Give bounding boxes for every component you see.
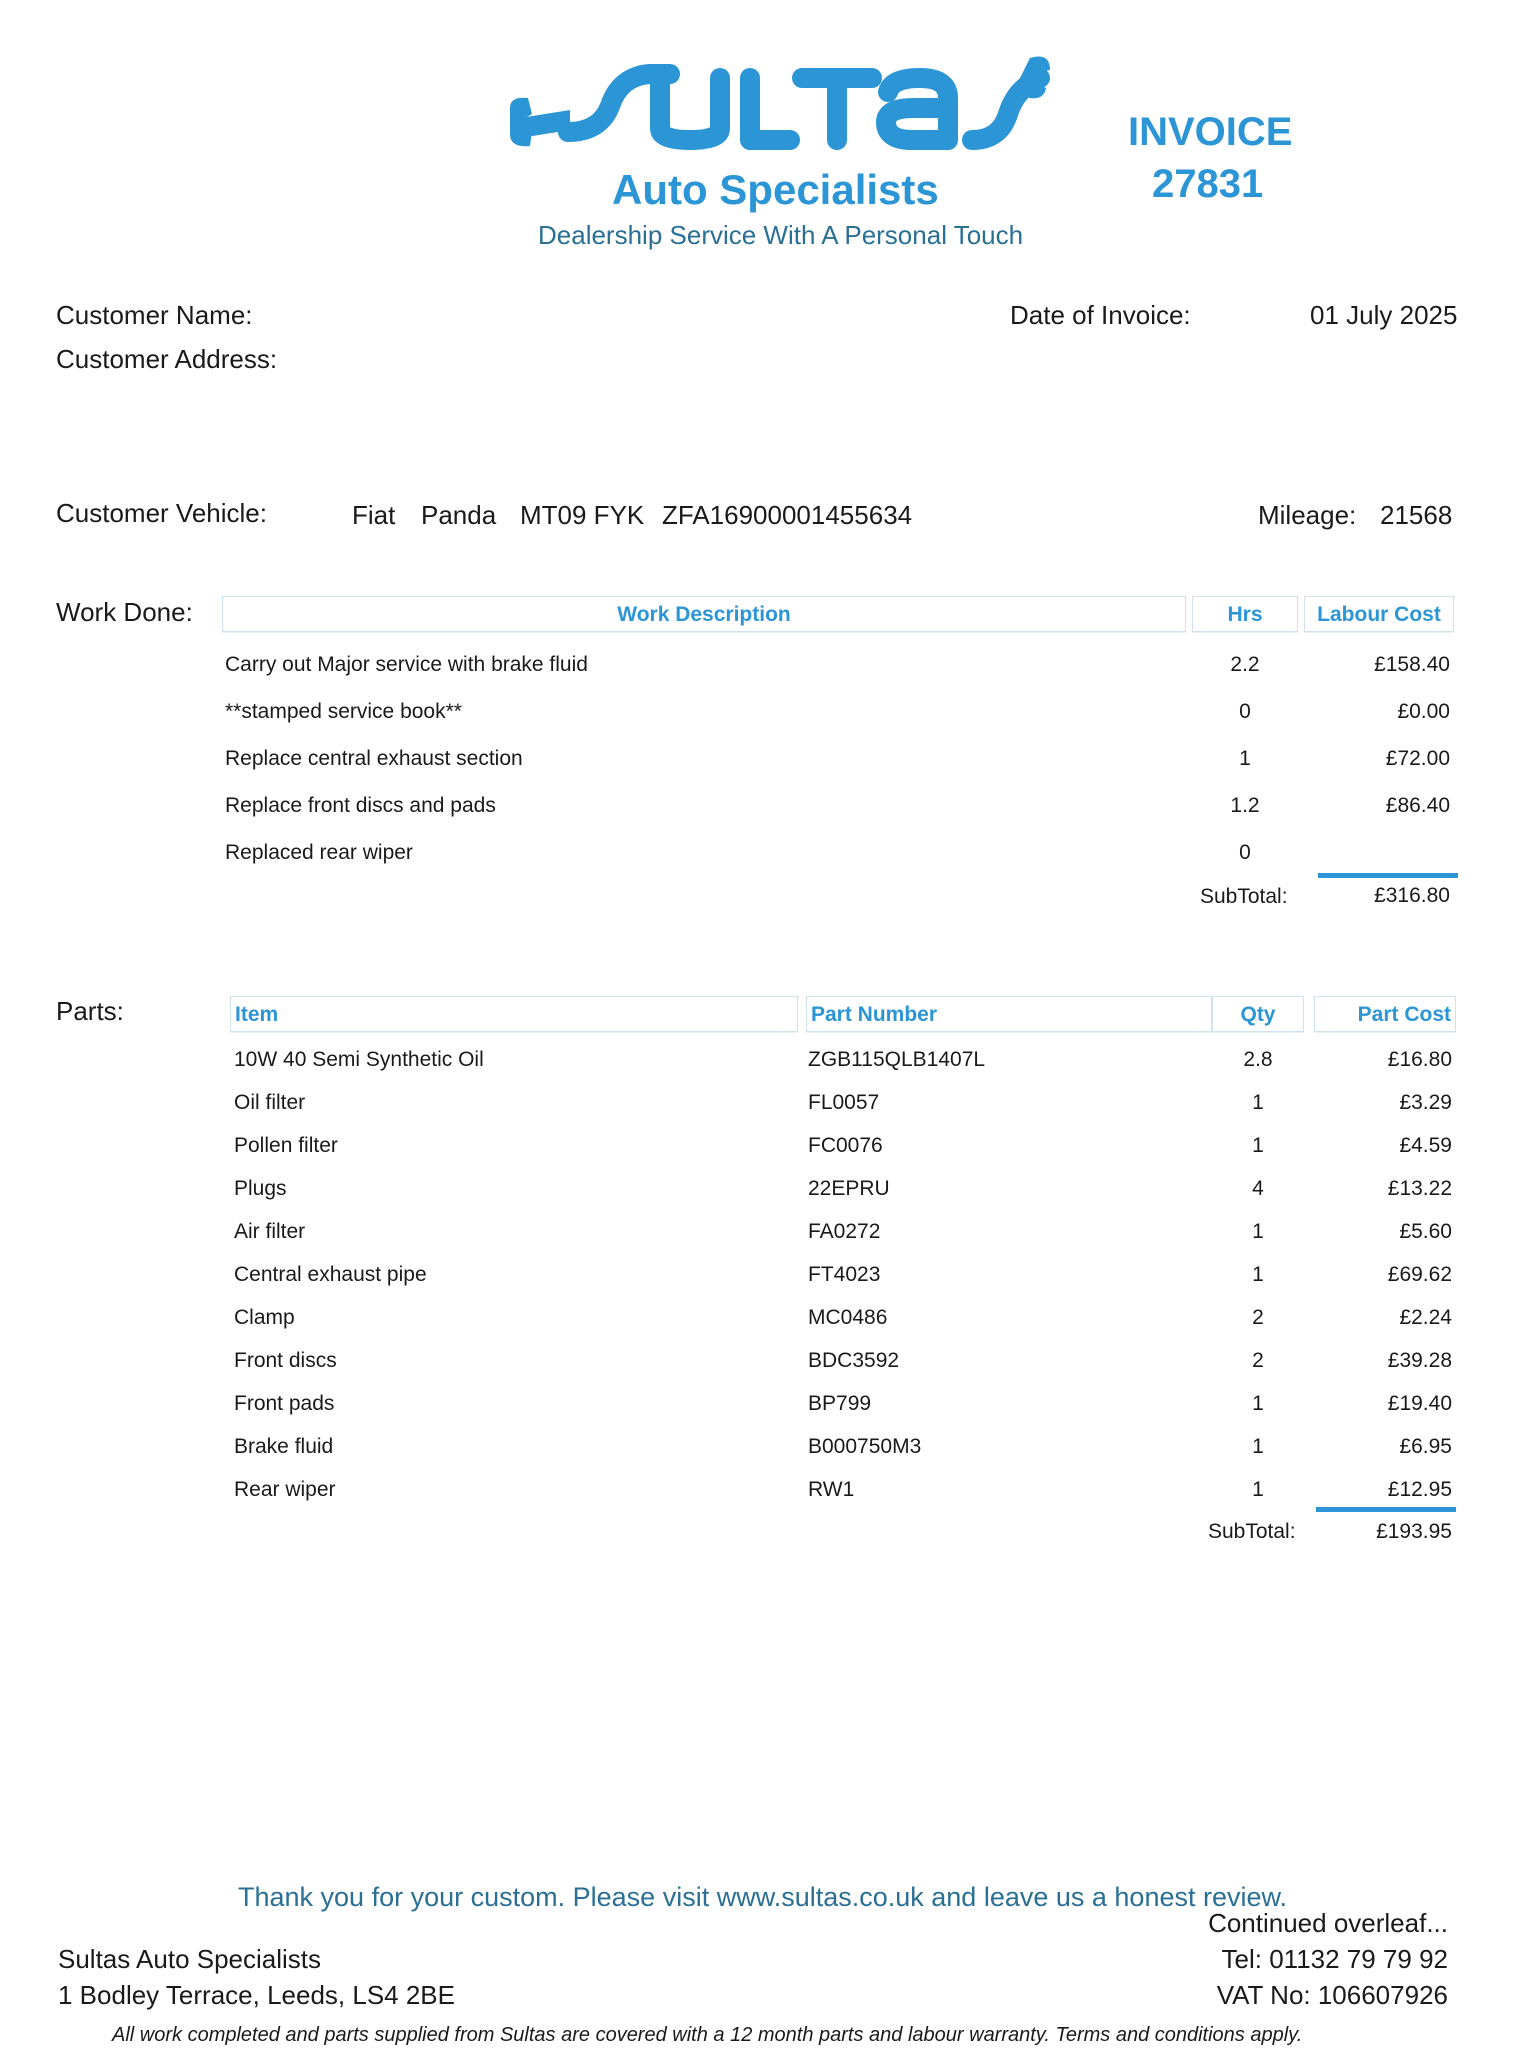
part-qty: 1 <box>1252 1134 1264 1157</box>
part-cost: £69.62 <box>1387 1263 1452 1286</box>
part-item: Front discs <box>234 1349 337 1372</box>
part-cost: £2.24 <box>1399 1306 1452 1329</box>
part-qty: 1 <box>1252 1263 1264 1286</box>
work-description: **stamped service book** <box>225 700 462 723</box>
parts-header-part-cost: Part Cost <box>1314 996 1456 1032</box>
work-subtotal-rule <box>1318 873 1458 878</box>
part-item: Central exhaust pipe <box>234 1263 427 1286</box>
parts-subtotal-rule <box>1316 1507 1456 1512</box>
vehicle-vin: ZFA16900001455634 <box>662 500 913 530</box>
part-qty: 2.8 <box>1243 1048 1273 1071</box>
part-cost: £16.80 <box>1387 1048 1452 1071</box>
invoice-date-value: 01 July 2025 <box>1310 300 1458 330</box>
parts-header-item: Item <box>230 996 798 1032</box>
work-subtotal-value: £316.80 <box>1374 884 1450 907</box>
customer-name-label: Customer Name: <box>56 300 253 330</box>
thanks-message: Thank you for your custom. Please visit www.sultas.co.uk and leave us a honest review. <box>238 1882 1288 1912</box>
work-description: Carry out Major service with brake fluid <box>225 653 588 676</box>
part-number: FL0057 <box>808 1091 880 1114</box>
part-qty: 1 <box>1252 1091 1264 1114</box>
part-qty: 1 <box>1252 1220 1264 1243</box>
part-qty: 1 <box>1252 1435 1264 1458</box>
part-cost: £6.95 <box>1399 1435 1452 1458</box>
work-header-hrs: Hrs <box>1192 596 1298 632</box>
part-qty: 2 <box>1252 1306 1264 1329</box>
work-subtotal-label: SubTotal: <box>1200 885 1288 908</box>
work-hrs: 1 <box>1239 747 1251 770</box>
invoice-number: 27831 <box>1152 162 1264 206</box>
parts-section-label: Parts: <box>56 996 124 1026</box>
continued-overleaf: Continued overleaf... <box>1208 1908 1448 1938</box>
part-cost: £13.22 <box>1387 1177 1452 1200</box>
work-hrs: 2.2 <box>1230 653 1260 676</box>
work-description: Replace front discs and pads <box>225 794 496 817</box>
part-number: FT4023 <box>808 1263 881 1286</box>
part-item: Pollen filter <box>234 1134 338 1157</box>
vehicle-model: Panda <box>421 500 497 530</box>
warranty-note: All work completed and parts supplied from Sultas are covered with a 12 month parts and labour warranty. Terms and conditions apply. <box>112 2024 1303 2046</box>
parts-subtotal-value: £193.95 <box>1376 1520 1452 1543</box>
work-header-description: Work Description <box>222 596 1186 632</box>
work-hrs: 0 <box>1239 700 1251 723</box>
brand-tagline: Dealership Service With A Personal Touch <box>538 220 1024 250</box>
vehicle-label: Customer Vehicle: <box>56 498 267 528</box>
parts-header-qty: Qty <box>1212 996 1304 1032</box>
company-tel: Tel: 01132 79 79 92 <box>1221 1944 1448 1974</box>
part-number: BDC3592 <box>808 1349 900 1372</box>
invoice-label: INVOICE <box>1128 110 1293 154</box>
part-qty: 4 <box>1252 1177 1264 1200</box>
part-item: Plugs <box>234 1177 287 1200</box>
part-item: 10W 40 Semi Synthetic Oil <box>234 1048 484 1071</box>
part-number: BP799 <box>808 1392 872 1415</box>
part-qty: 2 <box>1252 1349 1264 1372</box>
work-cost: £72.00 <box>1385 747 1450 770</box>
part-number: RW1 <box>808 1478 855 1501</box>
work-cost: £0.00 <box>1397 700 1450 723</box>
company-name: Sultas Auto Specialists <box>58 1944 322 1974</box>
part-cost: £19.40 <box>1387 1392 1452 1415</box>
company-vat: VAT No: 106607926 <box>1216 1980 1448 2010</box>
parts-header-part-number: Part Number <box>806 996 1212 1032</box>
part-number: 22EPRU <box>808 1177 890 1200</box>
part-item: Air filter <box>234 1220 306 1243</box>
invoice-date-label: Date of Invoice: <box>1010 300 1191 330</box>
part-item: Front pads <box>234 1392 335 1415</box>
part-item: Oil filter <box>234 1091 306 1114</box>
vehicle-registration: MT09 FYK <box>520 500 645 530</box>
work-hrs: 1.2 <box>1230 794 1260 817</box>
part-cost: £39.28 <box>1387 1349 1452 1372</box>
vehicle-make: Fiat <box>352 500 396 530</box>
brand-subtitle: Auto Specialists <box>612 166 939 213</box>
work-description: Replaced rear wiper <box>225 841 413 864</box>
parts-subtotal-label: SubTotal: <box>1208 1520 1296 1543</box>
work-header-labour-cost: Labour Cost <box>1304 596 1454 632</box>
part-cost: £12.95 <box>1387 1478 1452 1501</box>
part-number: ZGB115QLB1407L <box>808 1048 986 1071</box>
part-number: FC0076 <box>808 1134 883 1157</box>
work-hrs: 0 <box>1239 841 1251 864</box>
part-cost: £3.29 <box>1399 1091 1452 1114</box>
customer-address-label: Customer Address: <box>56 344 278 374</box>
sultas-logo <box>510 48 1050 178</box>
work-description: Replace central exhaust section <box>225 747 523 770</box>
mileage-value: 21568 <box>1380 500 1453 530</box>
part-number: FA0272 <box>808 1220 881 1243</box>
part-cost: £4.59 <box>1399 1134 1452 1157</box>
part-qty: 1 <box>1252 1478 1264 1501</box>
mileage-label: Mileage: <box>1258 500 1357 530</box>
company-address: 1 Bodley Terrace, Leeds, LS4 2BE <box>58 1980 455 2010</box>
part-item: Brake fluid <box>234 1435 334 1458</box>
part-qty: 1 <box>1252 1392 1264 1415</box>
part-cost: £5.60 <box>1399 1220 1452 1243</box>
part-item: Clamp <box>234 1306 295 1329</box>
part-number: B000750M3 <box>808 1435 922 1458</box>
work-cost: £86.40 <box>1385 794 1450 817</box>
part-item: Rear wiper <box>234 1478 336 1501</box>
part-number: MC0486 <box>808 1306 888 1329</box>
work-cost: £158.40 <box>1374 653 1450 676</box>
work-section-label: Work Done: <box>56 597 193 627</box>
